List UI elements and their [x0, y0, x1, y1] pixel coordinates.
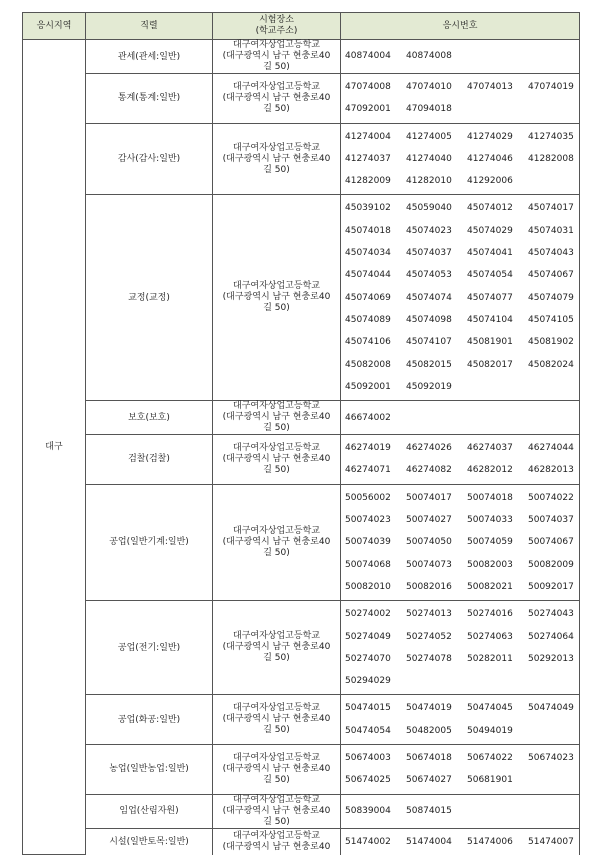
exam-number: 50681901	[467, 775, 513, 786]
place-cell: 대구여자상업고등학교 (대구광역시 남구 현충로40 길 50)	[213, 435, 341, 485]
table-row	[23, 74, 580, 124]
job-cell: 임업(산림자원)	[86, 794, 213, 828]
exam-number: 50074073	[406, 559, 452, 570]
exam-number: 50294029	[345, 676, 391, 687]
exam-number: 50474015	[345, 703, 391, 714]
header-numbers: 응시번호	[341, 13, 580, 40]
exam-number: 45074067	[528, 270, 574, 281]
exam-number: 45081902	[528, 337, 574, 348]
exam-number: 50482005	[406, 725, 452, 736]
exam-number: 50274016	[467, 609, 513, 620]
exam-number: 50074059	[467, 537, 513, 548]
job-cell: 공업(전기:일반)	[86, 601, 213, 695]
numbers-grid	[345, 831, 579, 853]
numbers-grid	[345, 487, 579, 598]
exam-number: 45074079	[528, 292, 574, 303]
exam-number: 45082015	[406, 359, 452, 370]
exam-number: 45074043	[528, 248, 574, 259]
exam-number: 46274044	[528, 443, 574, 454]
exam-number: 45074074	[406, 292, 452, 303]
exam-number: 50674003	[345, 753, 391, 764]
exam-number: 46282013	[528, 465, 574, 476]
job-cell: 시설(일반토목:일반)	[86, 828, 213, 855]
numbers-cell	[341, 828, 580, 855]
exam-number: 50274070	[345, 653, 391, 664]
exam-number: 45074098	[406, 314, 452, 325]
exam-number: 50274078	[406, 653, 452, 664]
numbers-grid	[345, 126, 579, 193]
exam-number: 51474004	[406, 836, 452, 847]
job-cell: 농업(일반농업:일반)	[86, 745, 213, 795]
exam-number: 50082010	[345, 581, 391, 592]
exam-number: 50274002	[345, 609, 391, 620]
exam-number: 41292006	[467, 176, 513, 187]
exam-number: 45082024	[528, 359, 574, 370]
exam-number: 45074044	[345, 270, 391, 281]
exam-number: 45074018	[345, 225, 391, 236]
exam-number: 41274040	[406, 153, 452, 164]
exam-number: 46274019	[345, 443, 391, 454]
table-row	[23, 695, 580, 745]
exam-number: 41282010	[406, 176, 452, 187]
job-cell: 검찰(검찰)	[86, 435, 213, 485]
exam-number: 41274005	[406, 131, 452, 142]
exam-number: 45074077	[467, 292, 513, 303]
exam-number: 50074067	[528, 537, 574, 548]
exam-number: 45074041	[467, 248, 513, 259]
exam-number: 50674027	[406, 775, 452, 786]
table-row	[23, 601, 580, 695]
exam-number: 50082009	[528, 559, 574, 570]
numbers-grid	[345, 697, 579, 742]
place-cell: 대구여자상업고등학교 (대구광역시 남구 현충로40 길 50)	[213, 745, 341, 795]
exam-number: 47074013	[467, 82, 513, 92]
exam-number: 50082021	[467, 581, 513, 592]
exam-number: 50839004	[345, 805, 391, 816]
place-cell: 대구여자상업고등학교 (대구광역시 남구 현충로40 길 50)	[213, 601, 341, 695]
exam-number: 51474002	[345, 836, 391, 847]
exam-number: 45074034	[345, 248, 391, 259]
exam-number: 50674023	[528, 753, 574, 764]
exam-number: 45074107	[406, 337, 452, 348]
exam-number: 45092001	[345, 381, 391, 392]
exam-number: 45074089	[345, 314, 391, 325]
header-job: 직렬	[86, 13, 213, 40]
exam-number: 50074018	[467, 492, 513, 503]
numbers-grid	[345, 747, 579, 792]
exam-number: 50274049	[345, 631, 391, 642]
table-row	[23, 195, 580, 401]
header-place: 시험장소 (학교주소)	[213, 13, 341, 40]
exam-number: 41282009	[345, 176, 391, 187]
job-cell: 관세(관세:일반)	[86, 40, 213, 74]
exam-number: 46274026	[406, 443, 452, 454]
job-cell: 보호(보호)	[86, 401, 213, 435]
header-region: 응시지역	[23, 13, 86, 40]
exam-number: 45059040	[406, 203, 452, 214]
exam-number: 50274063	[467, 631, 513, 642]
exam-number: 50474045	[467, 703, 513, 714]
place-cell: 대구여자상업고등학교 (대구광역시 남구 현충로40 길 50)	[213, 195, 341, 401]
exam-number: 50082016	[406, 581, 452, 592]
exam-number: 50074050	[406, 537, 452, 548]
exam-number: 46274071	[345, 465, 391, 476]
exam-number: 47074010	[406, 82, 452, 92]
job-cell: 통계(통계:일반)	[86, 74, 213, 124]
table-body	[23, 40, 580, 855]
exam-number: 41274037	[345, 153, 391, 164]
exam-number: 45081901	[467, 337, 513, 348]
exam-number: 50074022	[528, 492, 574, 503]
exam-number: 50074037	[528, 515, 574, 526]
exam-number: 50074033	[467, 515, 513, 526]
place-cell: 대구여자상업고등학교 (대구광역시 남구 현충로40 길 50)	[213, 484, 341, 600]
exam-number: 45074012	[467, 203, 513, 214]
numbers-cell	[341, 601, 580, 695]
numbers-cell	[341, 794, 580, 828]
numbers-cell	[341, 195, 580, 401]
exam-number: 46274037	[467, 443, 513, 454]
job-cell: 교정(교정)	[86, 195, 213, 401]
exam-number: 50494019	[467, 725, 513, 736]
numbers-grid	[345, 603, 579, 692]
job-cell: 공업(화공:일반)	[86, 695, 213, 745]
place-cell: 대구여자상업고등학교 (대구광역시 남구 현충로40 길 50)	[213, 74, 341, 124]
numbers-cell	[341, 40, 580, 74]
exam-number: 45082008	[345, 359, 391, 370]
exam-number: 41274029	[467, 131, 513, 142]
exam-number: 45039102	[345, 203, 391, 214]
numbers-grid	[345, 45, 579, 67]
numbers-grid	[345, 76, 579, 121]
exam-number: 45082017	[467, 359, 513, 370]
place-cell: 대구여자상업고등학교 (대구광역시 남구 현충로40 길 50)	[213, 401, 341, 435]
exam-number: 45074106	[345, 337, 391, 348]
exam-number: 50274064	[528, 631, 574, 642]
exam-number: 50274052	[406, 631, 452, 642]
exam-number: 50274013	[406, 609, 452, 620]
numbers-cell	[341, 401, 580, 435]
exam-number: 50474049	[528, 703, 574, 714]
exam-number: 41274046	[467, 153, 513, 164]
exam-number: 45074023	[406, 225, 452, 236]
place-cell: 대구여자상업고등학교 (대구광역시 남구 현충로40 길 50)	[213, 123, 341, 195]
exam-number: 50074023	[345, 515, 391, 526]
exam-number: 45074104	[467, 314, 513, 325]
exam-number: 50474019	[406, 703, 452, 714]
exam-number: 50282011	[467, 653, 513, 664]
exam-number: 50074027	[406, 515, 452, 526]
exam-number: 50092017	[528, 581, 574, 592]
exam-number: 45074105	[528, 314, 574, 325]
table-row	[23, 484, 580, 600]
table-row	[23, 828, 580, 855]
exam-number: 50274043	[528, 609, 574, 620]
exam-number: 50474054	[345, 725, 391, 736]
exam-number: 46674002	[345, 412, 391, 423]
numbers-cell	[341, 74, 580, 124]
exam-number: 45074037	[406, 248, 452, 259]
exam-number: 46274082	[406, 465, 452, 476]
job-cell: 감사(감사:일반)	[86, 123, 213, 195]
numbers-cell	[341, 484, 580, 600]
table-row	[23, 123, 580, 195]
document-page	[22, 12, 579, 855]
table-header-row	[23, 13, 580, 40]
exam-number: 50074068	[345, 559, 391, 570]
exam-number: 45074029	[467, 225, 513, 236]
exam-number: 50056002	[345, 492, 391, 503]
exam-number: 51474006	[467, 836, 513, 847]
exam-number: 45092019	[406, 381, 452, 392]
exam-number: 45074031	[528, 225, 574, 236]
exam-number: 50074039	[345, 537, 391, 548]
exam-number: 45074017	[528, 203, 574, 214]
place-cell: 대구여자상업고등학교 (대구광역시 남구 현충로40	[213, 828, 341, 855]
exam-number: 41282008	[528, 153, 574, 164]
exam-number: 51474007	[528, 836, 574, 847]
exam-number: 40874004	[345, 51, 391, 62]
table-row	[23, 435, 580, 485]
exam-number: 47094018	[406, 104, 452, 115]
table-row	[23, 745, 580, 795]
region-cell: 대구	[23, 40, 86, 855]
exam-number: 47074008	[345, 82, 391, 92]
exam-number: 50082003	[467, 559, 513, 570]
numbers-grid	[345, 437, 579, 482]
exam-number: 45074053	[406, 270, 452, 281]
place-cell: 대구여자상업고등학교 (대구광역시 남구 현충로40 길 50)	[213, 40, 341, 74]
numbers-cell	[341, 435, 580, 485]
table-row	[23, 794, 580, 828]
exam-number: 50674025	[345, 775, 391, 786]
table-row	[23, 401, 580, 435]
exam-number: 45074069	[345, 292, 391, 303]
exam-number: 50292013	[528, 653, 574, 664]
exam-number: 40874008	[406, 51, 452, 62]
place-cell: 대구여자상업고등학교 (대구광역시 남구 현충로40 길 50)	[213, 794, 341, 828]
exam-number: 50074017	[406, 492, 452, 503]
table-row	[23, 40, 580, 74]
exam-number: 50674018	[406, 753, 452, 764]
place-cell: 대구여자상업고등학교 (대구광역시 남구 현충로40 길 50)	[213, 695, 341, 745]
exam-number: 41274004	[345, 131, 391, 142]
exam-number: 41274035	[528, 131, 574, 142]
exam-number: 47074019	[528, 82, 574, 92]
numbers-cell	[341, 695, 580, 745]
exam-number: 50674022	[467, 753, 513, 764]
numbers-cell	[341, 123, 580, 195]
job-cell: 공업(일반기계:일반)	[86, 484, 213, 600]
exam-number: 46282012	[467, 465, 513, 476]
numbers-cell	[341, 745, 580, 795]
exam-number: 50874015	[406, 805, 452, 816]
exam-location-table	[22, 12, 580, 855]
numbers-grid	[345, 407, 579, 429]
numbers-grid	[345, 197, 579, 398]
exam-number: 45074054	[467, 270, 513, 281]
numbers-grid	[345, 800, 579, 822]
exam-number: 47092001	[345, 104, 391, 115]
